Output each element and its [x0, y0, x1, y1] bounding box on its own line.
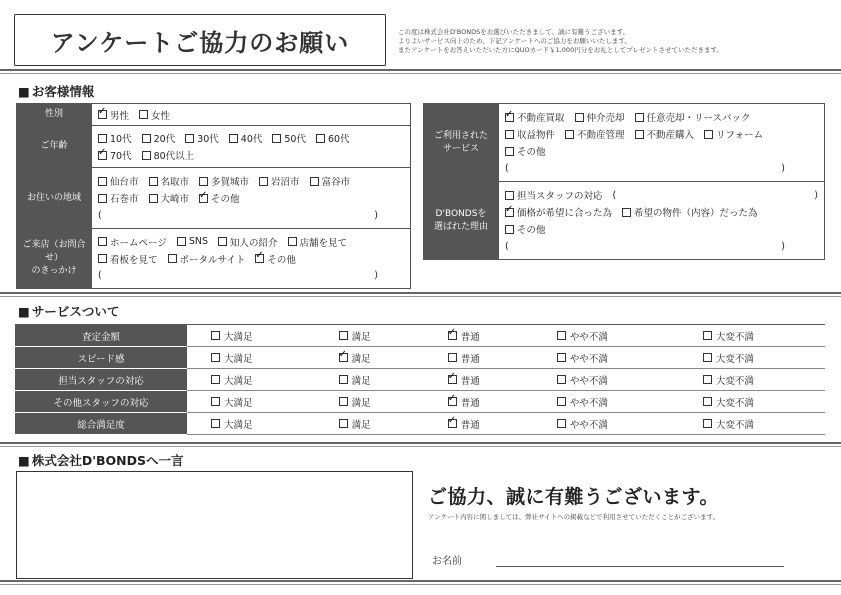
service-option[interactable]: 不動産管理 [565, 127, 625, 141]
service-option[interactable]: ✓ 不動産買取 [505, 110, 565, 124]
checkbox[interactable] [211, 419, 220, 428]
service-used-options [499, 104, 825, 182]
gender-label: 性別 [17, 104, 92, 126]
rating-option[interactable]: 満足 [315, 369, 424, 391]
trigger-option[interactable]: 看板を見て [98, 252, 158, 266]
age-option[interactable]: ✓ 70代 [98, 148, 132, 162]
rating-label: スピード感 [15, 347, 187, 369]
rating-option[interactable]: 大満足 [187, 391, 315, 413]
age-option[interactable]: 10代 [98, 131, 132, 145]
reason-option[interactable]: 希望の物件（内容）だった為 [622, 205, 758, 219]
rating-option[interactable]: 満足 [315, 413, 424, 435]
checkbox[interactable] [448, 331, 457, 340]
rating-option[interactable]: 大変不満 [679, 347, 825, 369]
gender-options [92, 104, 411, 126]
area-label: お住いの地域 [17, 168, 92, 229]
rating-option[interactable]: 大変不満 [679, 369, 825, 391]
checkbox[interactable] [139, 110, 148, 119]
trigger-option[interactable]: ポータルサイト [168, 252, 246, 266]
rating-row [15, 325, 825, 347]
checkbox[interactable] [255, 254, 264, 263]
checkbox[interactable] [211, 397, 220, 406]
checkbox[interactable] [185, 134, 194, 143]
service-rating-table [15, 324, 825, 435]
rating-option[interactable]: ✓ 普通 [424, 413, 533, 435]
checkbox[interactable] [98, 194, 107, 203]
trigger-option[interactable]: 知人の紹介 [218, 235, 278, 249]
reason-options [499, 182, 825, 260]
reason-staff-field[interactable]: ( ) [612, 189, 818, 201]
trigger-other-field[interactable]: ( ) [98, 270, 378, 281]
area-options [92, 168, 411, 229]
checkbox[interactable] [149, 194, 158, 203]
divider [0, 73, 841, 74]
rating-row [15, 369, 825, 391]
area-option[interactable]: 名取市 [149, 174, 190, 188]
rating-label: 査定金額 [15, 325, 187, 347]
area-option[interactable]: ✓ その他 [199, 191, 240, 205]
service-reason-table [423, 103, 825, 260]
checkbox[interactable] [704, 130, 713, 139]
checkbox[interactable] [229, 134, 238, 143]
checkbox[interactable] [142, 134, 151, 143]
checkbox[interactable] [635, 130, 644, 139]
checkbox[interactable] [211, 375, 220, 384]
checkbox[interactable] [557, 353, 566, 362]
header-note [398, 28, 838, 55]
trigger-option[interactable]: 店舗を見て [288, 235, 348, 249]
rating-option[interactable]: 大変不満 [679, 413, 825, 435]
header-note-line: よりよいサービス向上のため、下記アンケートへのご協力をお願いいたします。 [398, 37, 631, 45]
thanks-note: アンケート内容に関しましては、弊社サイトへの掲載などで利用させていただくことがございます。 [428, 513, 720, 521]
gender-option-female[interactable]: 女性 [139, 108, 170, 122]
checkbox[interactable] [98, 237, 107, 246]
rating-option[interactable]: やや不満 [533, 369, 679, 391]
rating-option[interactable]: 満足 [315, 391, 424, 413]
checkbox[interactable] [505, 225, 514, 234]
divider [0, 296, 841, 297]
area-option[interactable]: 富谷市 [310, 174, 351, 188]
service-option[interactable]: その他 [505, 144, 546, 158]
age-options [92, 126, 411, 168]
checkbox[interactable] [339, 397, 348, 406]
checkbox[interactable] [505, 147, 514, 156]
checkbox[interactable] [448, 353, 457, 362]
name-label: お名前 [432, 556, 462, 567]
rating-option[interactable]: 満足 [315, 325, 424, 347]
reason-option[interactable]: 担当スタッフの対応 [505, 188, 603, 202]
rating-option[interactable]: 大満足 [187, 325, 315, 347]
checkbox[interactable] [218, 237, 227, 246]
checkbox[interactable] [177, 237, 186, 246]
rating-option[interactable]: ✓ 普通 [424, 325, 533, 347]
trigger-option[interactable]: ✓ その他 [255, 252, 296, 266]
area-option[interactable]: 大崎市 [149, 191, 190, 205]
divider [0, 69, 841, 71]
rating-option[interactable]: 大変不満 [679, 325, 825, 347]
checkbox[interactable] [448, 419, 457, 428]
checkbox[interactable] [98, 151, 107, 160]
service-option[interactable]: 収益物件 [505, 127, 555, 141]
rating-option[interactable]: 大満足 [187, 369, 315, 391]
checkbox[interactable] [272, 134, 281, 143]
service-option[interactable]: 不動産購入 [635, 127, 695, 141]
rating-row [15, 391, 825, 413]
age-option[interactable]: 30代 [185, 131, 219, 145]
reason-label: D'BONDSを 選ばれた理由 [424, 182, 499, 260]
service-other-field[interactable]: ( ) [505, 162, 785, 174]
checkbox[interactable] [557, 419, 566, 428]
rating-option[interactable]: 大満足 [187, 347, 315, 369]
checkbox[interactable] [505, 113, 514, 122]
checkbox[interactable] [557, 397, 566, 406]
checkbox[interactable] [339, 375, 348, 384]
checkbox[interactable] [211, 331, 220, 340]
checkbox[interactable] [142, 151, 151, 160]
checkbox[interactable] [505, 208, 514, 217]
checkbox[interactable] [575, 113, 584, 122]
age-option[interactable]: 80代以上 [142, 148, 195, 162]
checkbox[interactable] [505, 130, 514, 139]
checkbox[interactable] [505, 191, 514, 200]
checkbox[interactable] [557, 375, 566, 384]
area-option[interactable]: 岩沼市 [259, 174, 300, 188]
trigger-options [92, 229, 411, 289]
checkbox[interactable] [316, 134, 325, 143]
service-option[interactable]: リフォーム [704, 127, 763, 141]
age-label: ご年齢 [17, 126, 92, 168]
rating-option[interactable]: ✓ 普通 [424, 391, 533, 413]
reason-other-field[interactable]: ( ) [505, 240, 785, 252]
rating-option[interactable]: やや不満 [533, 325, 679, 347]
checkbox[interactable] [339, 331, 348, 340]
service-option[interactable]: 仲介売却 [575, 110, 625, 124]
checkbox[interactable] [310, 177, 319, 186]
rating-label: その他スタッフの対応 [15, 391, 187, 413]
area-option[interactable]: 多賀城市 [199, 174, 249, 188]
divider [0, 446, 841, 447]
checkbox[interactable] [703, 353, 712, 362]
age-option[interactable]: 60代 [316, 131, 350, 145]
checkbox[interactable] [448, 397, 457, 406]
message-section-title: ■ 株式会社D'BONDSへ一言 [18, 451, 184, 469]
page-title: アンケートご協力のお願い [14, 14, 386, 66]
checkbox[interactable] [635, 113, 644, 122]
checkbox[interactable] [149, 177, 158, 186]
rating-label: 総合満足度 [15, 413, 187, 435]
checkbox[interactable] [339, 353, 348, 362]
area-option[interactable]: 石巻市 [98, 191, 139, 205]
service-section-title: ■ サービスついて [18, 302, 119, 320]
rating-row [15, 413, 825, 435]
checkbox[interactable] [703, 419, 712, 428]
thanks-heading: ご協力、誠に有難うございます。 [428, 486, 719, 508]
comment-textarea[interactable] [16, 471, 413, 579]
gender-option-male[interactable]: ✓ 男性 [98, 108, 129, 122]
checkbox[interactable] [199, 177, 208, 186]
checkbox[interactable] [98, 254, 107, 263]
name-field[interactable] [496, 566, 784, 567]
divider [0, 292, 841, 294]
checkbox[interactable] [339, 419, 348, 428]
trigger-option[interactable]: ホームページ [98, 235, 167, 249]
divider [0, 442, 841, 444]
reason-option[interactable]: ✓ 価格が希望に合った為 [505, 205, 612, 219]
header-note-line: この度は株式会社D'BONDSをお選びいただきまして、誠に有難うございます。 [398, 28, 630, 36]
checkbox[interactable] [703, 331, 712, 340]
checkbox[interactable] [199, 194, 208, 203]
rating-option[interactable]: やや不満 [533, 347, 679, 369]
customer-info-table [16, 103, 411, 289]
checkbox[interactable] [288, 237, 297, 246]
rating-option[interactable]: やや不満 [533, 413, 679, 435]
checkbox[interactable] [565, 130, 574, 139]
rating-option[interactable]: ✓ 満足 [315, 347, 424, 369]
rating-option[interactable]: やや不満 [533, 391, 679, 413]
checkbox[interactable] [622, 208, 631, 217]
trigger-option[interactable]: SNS [177, 236, 208, 247]
service-option[interactable]: 任意売却・リースバック [635, 110, 751, 124]
header-note-line: またアンケートをお答えいただいた方にQUOカード￥1,000円分をお礼としてプレゼントさせていただきます。 [398, 46, 723, 54]
reason-option[interactable]: その他 [505, 222, 546, 236]
rating-option[interactable]: ✓ 普通 [424, 369, 533, 391]
checkbox[interactable] [98, 134, 107, 143]
checkbox[interactable] [168, 254, 177, 263]
rating-row [15, 347, 825, 369]
rating-label: 担当スタッフの対応 [15, 369, 187, 391]
checkbox[interactable] [211, 353, 220, 362]
age-option[interactable]: 40代 [229, 131, 263, 145]
trigger-label: ご来店（お問合せ） のきっかけ [17, 229, 92, 289]
checkbox[interactable] [98, 177, 107, 186]
divider [0, 584, 841, 585]
checkbox[interactable] [448, 375, 457, 384]
area-other-field[interactable]: ( ) [98, 209, 378, 221]
rating-option[interactable]: 普通 [424, 347, 533, 369]
rating-option[interactable]: 大満足 [187, 413, 315, 435]
checkbox[interactable] [703, 397, 712, 406]
area-option[interactable]: 仙台市 [98, 174, 139, 188]
age-option[interactable]: 20代 [142, 131, 176, 145]
divider [0, 580, 841, 582]
rating-option[interactable]: 大変不満 [679, 391, 825, 413]
age-option[interactable]: 50代 [272, 131, 306, 145]
checkbox[interactable] [259, 177, 268, 186]
checkbox[interactable] [557, 331, 566, 340]
customer-section-title: ■ お客様情報 [18, 82, 94, 100]
checkbox[interactable] [98, 110, 107, 119]
service-used-label: ご利用された サービス [424, 104, 499, 182]
checkbox[interactable] [703, 375, 712, 384]
